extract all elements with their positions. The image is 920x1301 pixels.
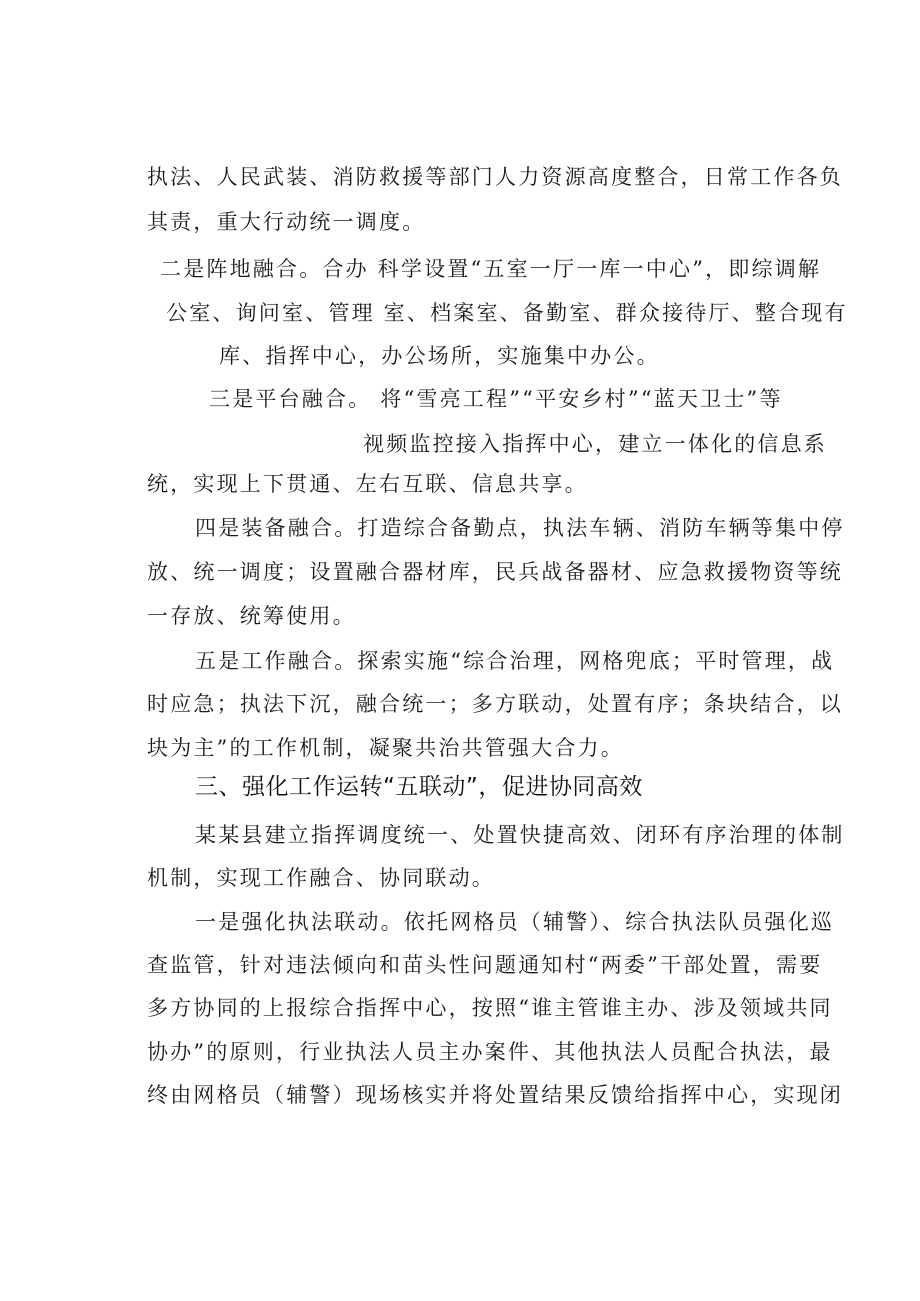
text-line: 二是阵地融合。合办 科学设置“五室一厅一库一中心”，即综调解 [160,257,822,281]
text-line: 其责，重大行动统一调度。 [147,210,426,234]
text-line: 执法、人民武装、消防救援等部门人力资源高度整合，日常工作各负 [147,165,843,189]
text-line: 时应急；执法下沉，融合统一；多方联动，处置有序；条块结合，以 [147,692,843,716]
text-line: 协办”的原则，行业执法人员主办案件、其他执法人员配合执法，最 [147,1040,833,1064]
text-line: 库、指挥中心，办公场所，实施集中办公。 [219,344,660,368]
text-line: 视频监控接入指挥中心，建立一体化的信息系 [363,432,827,456]
text-line: 统，实现上下贯通、左右互联、信息共享。 [147,472,588,496]
text-line: 三是平台融合。 将“雪亮工程”“平安乡村”“蓝天卫士”等 [209,387,783,411]
text-line: 块为主”的工作机制，凝聚共治共管强大合力。 [147,736,624,760]
text-line: 查监管，针对违法倾向和苗头性问题通知村“两委”干部处置，需要 [147,953,823,977]
text-line: 四是装备融合。打造综合备勤点，执法车辆、消防车辆等集中停 [195,516,845,540]
text-line: 多方协同的上报综合指挥中心，按照“谁主管谁主办、涉及领域共同 [147,996,833,1020]
text-line: 公室、询问室、管理 室、档案室、备勤室、群众接待厅、整合现有 [166,301,848,325]
text-line: 放、统一调度；设置融合器材库，民兵战备器材、应急救援物资等统 [147,560,843,584]
text-line: 一是强化执法联动。依托网格员（辅警）、综合执法队员强化巡 [195,910,835,934]
section-heading: 三、强化工作运转“五联动”，促进协同高效 [195,774,643,800]
text-line: 机制，实现工作融合、协同联动。 [147,866,495,890]
text-line: 终由网格员（辅警）现场核实并将处置结果反馈给指挥中心，实现闭 [147,1083,843,1107]
text-line: 某某县建立指挥调度统一、处置快捷高效、闭环有序治理的体制 [195,823,845,847]
text-line: 五是工作融合。探索实施“综合治理，网格兜底；平时管理，战 [195,649,835,673]
text-line: 一存放、统筹使用。 [147,604,356,628]
